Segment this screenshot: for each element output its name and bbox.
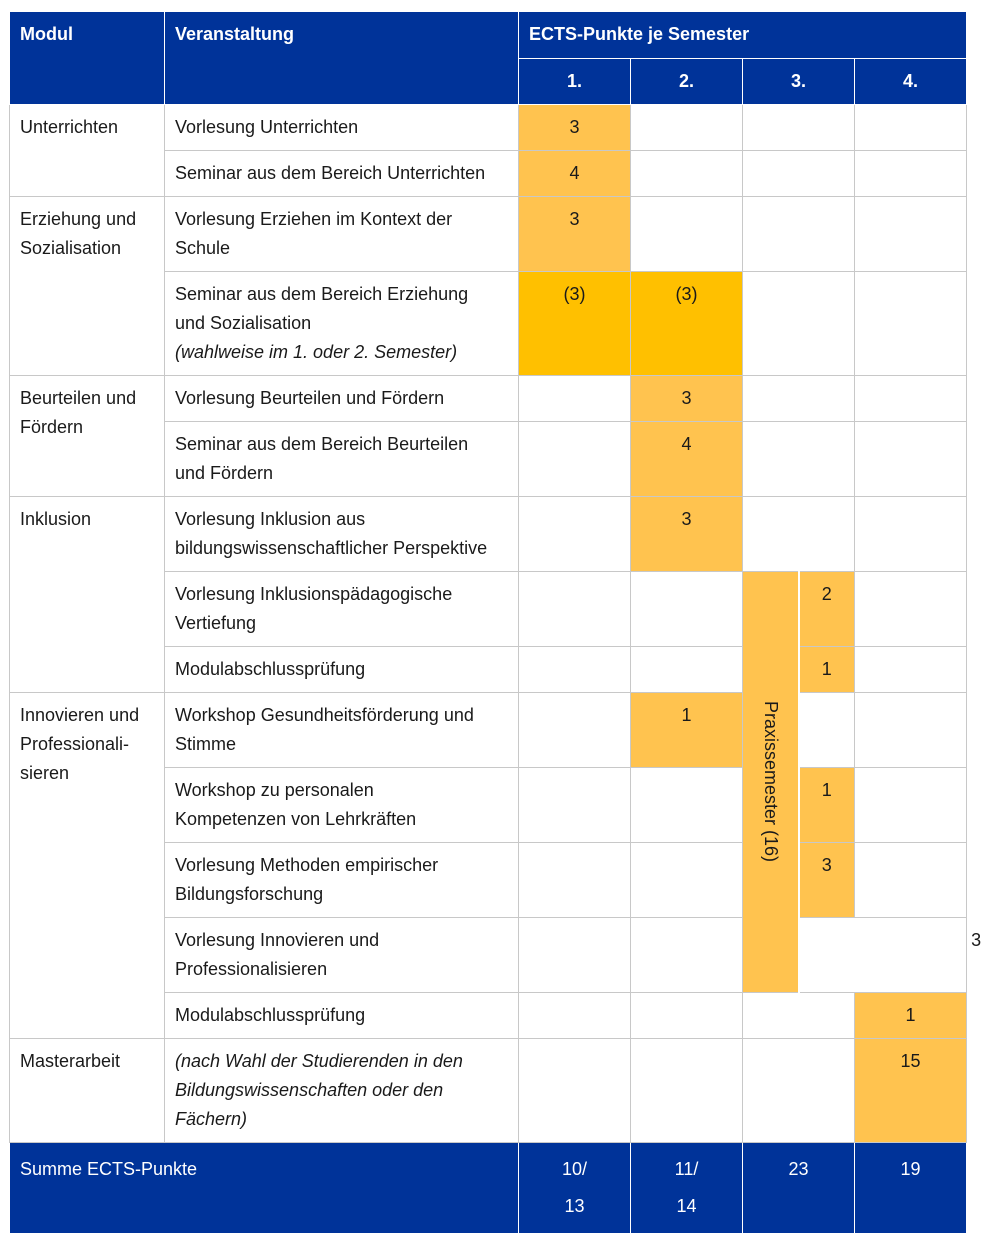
ects-cell-s2 bbox=[631, 572, 743, 647]
veranstaltung-cell: Seminar aus dem Bereich Erziehung und Sozialisation (wahlweise im 1. oder 2. Semester) bbox=[165, 272, 519, 376]
ects-cell-s3 bbox=[743, 422, 855, 497]
ects-cell-s3: 2 bbox=[799, 572, 855, 647]
ects-cell-s2: 4 bbox=[631, 422, 743, 497]
header-semester-3: 3. bbox=[743, 59, 855, 105]
ects-cell-s2: (3) bbox=[631, 272, 743, 376]
ects-cell-s4 bbox=[855, 105, 967, 151]
veranstaltung-cell: (nach Wahl der Studierenden in den Bildungswissenschaften oder den Fächern) bbox=[165, 1039, 519, 1143]
summe-s4: 19 bbox=[855, 1143, 967, 1234]
ects-cell-s4: 15 bbox=[855, 1039, 967, 1143]
praxissemester-block bbox=[743, 572, 799, 993]
veranstaltung-cell: Modulabschlussprüfung bbox=[165, 647, 519, 693]
ects-cell-s2 bbox=[631, 843, 743, 918]
ects-cell-s3 bbox=[743, 1039, 855, 1143]
veranstaltung-cell: Vorlesung Unterrichten bbox=[165, 105, 519, 151]
ects-cell-s1: 3 bbox=[519, 105, 631, 151]
ects-cell-s3: 1 bbox=[799, 647, 855, 693]
ects-cell-s1 bbox=[519, 843, 631, 918]
ects-cell-s1: 4 bbox=[519, 151, 631, 197]
ects-cell-s3 bbox=[743, 497, 855, 572]
table-row bbox=[10, 197, 967, 272]
praxissemester-label: Praxissemester (16) bbox=[760, 701, 781, 863]
veranstaltung-cell: Vorlesung Inklusion aus bildungswissenschaftlicher Perspektive bbox=[165, 497, 519, 572]
veranstaltung-cell: Vorlesung Methoden empirischer Bildungsforschung bbox=[165, 843, 519, 918]
ects-cell-s3: 3 bbox=[799, 843, 855, 918]
ects-cell-s1 bbox=[519, 572, 631, 647]
table-row bbox=[10, 105, 967, 151]
table-row bbox=[10, 497, 967, 572]
modul-beurteilen: Beurteilen und Fördern bbox=[10, 376, 165, 497]
summe-s3: 23 bbox=[743, 1143, 855, 1234]
ects-cell-s4 bbox=[855, 272, 967, 376]
veranstaltung-cell: Workshop Gesundheitsförderung und Stimme bbox=[165, 693, 519, 768]
ects-cell-s2 bbox=[631, 151, 743, 197]
table-row bbox=[10, 376, 967, 422]
ects-cell-s1: (3) bbox=[519, 272, 631, 376]
ects-cell-s1 bbox=[519, 647, 631, 693]
ects-cell-s4 bbox=[855, 497, 967, 572]
table-row bbox=[10, 1039, 967, 1143]
header-semester-2: 2. bbox=[631, 59, 743, 105]
veranstaltung-cell: Modulabschlussprüfung bbox=[165, 993, 519, 1039]
ects-cell-s3 bbox=[743, 105, 855, 151]
ects-cell-s1 bbox=[519, 376, 631, 422]
ects-cell-s1 bbox=[519, 918, 631, 993]
ects-cell-s3 bbox=[743, 993, 855, 1039]
header-modul: Modul bbox=[10, 12, 165, 105]
veranstaltung-cell: Seminar aus dem Bereich Unterrichten bbox=[165, 151, 519, 197]
modul-erziehung: Erziehung und Sozialisation bbox=[10, 197, 165, 376]
ects-cell-s3 bbox=[743, 151, 855, 197]
ects-cell-s1: 3 bbox=[519, 197, 631, 272]
ects-cell-s1 bbox=[519, 1039, 631, 1143]
ects-cell-s3 bbox=[743, 376, 855, 422]
summe-s1: 10/ 13 bbox=[519, 1143, 631, 1234]
ects-table bbox=[9, 11, 981, 1234]
ects-cell-s2 bbox=[631, 1039, 743, 1143]
ects-cell-s4 bbox=[855, 376, 967, 422]
ects-cell-s4 bbox=[855, 422, 967, 497]
header-semester-4: 4. bbox=[855, 59, 967, 105]
ects-cell-s3 bbox=[743, 272, 855, 376]
ects-cell-s2 bbox=[631, 197, 743, 272]
ects-cell-s3 bbox=[743, 197, 855, 272]
ects-cell-s4 bbox=[855, 693, 967, 768]
ects-cell-s1 bbox=[519, 693, 631, 768]
ects-cell-s1 bbox=[519, 497, 631, 572]
modul-innovieren: Innovieren und Professionali- sieren bbox=[10, 693, 165, 1039]
ects-cell-s4 bbox=[855, 197, 967, 272]
ects-cell-s1 bbox=[519, 422, 631, 497]
summe-label: Summe ECTS-Punkte bbox=[10, 1143, 519, 1234]
ects-cell-s2 bbox=[631, 768, 743, 843]
ects-cell-s4: 1 bbox=[855, 993, 967, 1039]
ects-cell-s4 bbox=[855, 151, 967, 197]
ects-cell-s4 bbox=[855, 768, 967, 843]
table-row: Vorlesung Innovieren und Professionalisieren 3 bbox=[10, 918, 967, 993]
ects-cell-s3 bbox=[799, 918, 967, 993]
header-veranstaltung: Veranstaltung bbox=[165, 12, 519, 105]
ects-cell-s1 bbox=[519, 993, 631, 1039]
ects-cell-s2 bbox=[631, 993, 743, 1039]
ects-cell-s2: 3 bbox=[631, 376, 743, 422]
veranstaltung-cell: Vorlesung Innovieren und Professionalisieren bbox=[165, 918, 519, 993]
ects-cell-s2: 1 bbox=[631, 693, 743, 768]
ects-cell-s2 bbox=[631, 918, 743, 993]
wahl-note: (wahlweise im 1. oder 2. Semester) bbox=[175, 342, 458, 362]
veranstaltung-cell: Vorlesung Inklusionspädagogische Vertiefung bbox=[165, 572, 519, 647]
veranstaltung-cell: Seminar aus dem Bereich Beurteilen und Fördern bbox=[165, 422, 519, 497]
ects-cell-s2: 3 bbox=[631, 497, 743, 572]
summe-s2: 11/ 14 bbox=[631, 1143, 743, 1234]
modul-unterrichten: Unterrichten bbox=[10, 105, 165, 197]
summe-row bbox=[10, 1143, 967, 1234]
ects-cell-s3: 1 bbox=[799, 768, 855, 843]
ects-cell-s3 bbox=[799, 693, 855, 768]
ects-cell-s4 bbox=[855, 843, 967, 918]
modul-inklusion: Inklusion bbox=[10, 497, 165, 693]
ects-cell-s1 bbox=[519, 768, 631, 843]
header-ects: ECTS-Punkte je Semester bbox=[519, 12, 967, 59]
table-row bbox=[10, 693, 967, 768]
header-semester-1: 1. bbox=[519, 59, 631, 105]
modul-masterarbeit: Masterarbeit bbox=[10, 1039, 165, 1143]
ects-cell-s4 bbox=[855, 572, 967, 647]
ects-cell-s2 bbox=[631, 647, 743, 693]
veranstaltung-cell: Vorlesung Erziehen im Kontext der Schule bbox=[165, 197, 519, 272]
ects-cell-s4 bbox=[855, 647, 967, 693]
ects-cell-s2 bbox=[631, 105, 743, 151]
veranstaltung-cell: Vorlesung Beurteilen und Fördern bbox=[165, 376, 519, 422]
veranstaltung-cell: Workshop zu personalen Kompetenzen von Lehrkräften bbox=[165, 768, 519, 843]
